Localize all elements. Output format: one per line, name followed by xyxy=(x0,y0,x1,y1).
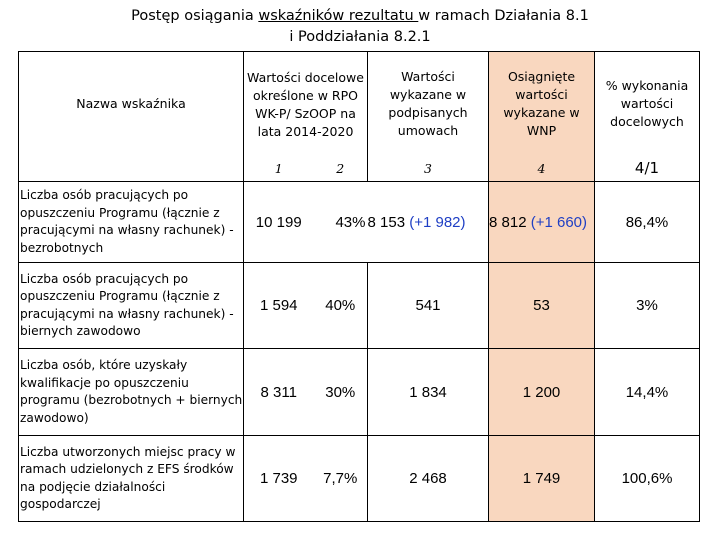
contracted-value: 2 468 xyxy=(368,436,489,522)
indicator-name: Liczba osób pracujących po opuszczeniu Programu (łącznie z pracującymi na własny rachunek) -biernych zawodowo xyxy=(19,263,244,349)
target-value: 1 739 xyxy=(244,436,314,522)
percent-value: 86,4% xyxy=(595,182,700,263)
achieved-delta: (+1 660) xyxy=(530,213,588,231)
header-target-values: Wartości docelowe określone w RPO WK-P/ SzOOP na lata 2014-2020 xyxy=(244,52,368,156)
column-number-3: 3 xyxy=(368,155,489,182)
column-number-1: 1 xyxy=(244,155,314,182)
contracted-value: 8 153 (+1 982) xyxy=(368,182,489,263)
share-value: 40% xyxy=(314,263,368,349)
header-achieved-values: Osiągnięte wartości wykazane w WNP xyxy=(489,52,595,156)
contracted-value: 1 834 xyxy=(368,349,489,436)
achieved-value: 8 812 (+1 660) xyxy=(489,182,595,263)
header-row xyxy=(19,52,700,156)
target-value: 1 594 xyxy=(244,263,314,349)
title-line2: i Poddziałania 8.2.1 xyxy=(289,29,431,45)
achieved-value: 1 200 xyxy=(489,349,595,436)
header-percent-done: % wykonania wartości docelowych xyxy=(595,52,700,156)
target-value: 8 311 xyxy=(244,349,314,436)
column-number-ratio: 4/1 xyxy=(595,155,700,182)
percent-value: 100,6% xyxy=(595,436,700,522)
contracted-value: 541 xyxy=(368,263,489,349)
indicator-name: Liczba osób, które uzyskały kwalifikacje po opuszczeniu programu (bezrobotnych + biernych zawodowo) xyxy=(19,349,244,436)
table-row xyxy=(19,436,700,522)
document-title xyxy=(0,6,720,48)
percent-value: 3% xyxy=(595,263,700,349)
title-underlined: wskaźników rezultatu xyxy=(258,8,419,24)
table-row xyxy=(19,182,700,263)
indicator-name: Liczba utworzonych miejsc pracy w ramach udzielonych z EFS środków na podjęcie działalności gospodarczej xyxy=(19,436,244,522)
share-value: 43% xyxy=(314,182,368,263)
share-value: 30% xyxy=(314,349,368,436)
percent-value: 14,4% xyxy=(595,349,700,436)
header-indicator-name: Nazwa wskaźnika xyxy=(19,52,244,182)
achieved-value: 53 xyxy=(489,263,595,349)
share-value: 7,7% xyxy=(314,436,368,522)
column-number-2: 2 xyxy=(314,155,368,182)
table-row xyxy=(19,349,700,436)
column-number-4: 4 xyxy=(489,155,595,182)
header-contracted-values: Wartości wykazane w podpisanych umowach xyxy=(368,52,489,156)
contracted-delta: (+1 982) xyxy=(409,213,466,231)
table-row xyxy=(19,263,700,349)
title-line1: Postęp osiągania wskaźników rezultatu w ramach Działania 8.1 xyxy=(131,8,589,24)
indicator-name: Liczba osób pracujących po opuszczeniu Programu (łącznie z pracującymi na własny rachunek) - bezrobotnych xyxy=(19,182,244,263)
achieved-value: 1 749 xyxy=(489,436,595,522)
target-value: 10 199 xyxy=(244,182,314,263)
indicators-table xyxy=(18,51,700,522)
